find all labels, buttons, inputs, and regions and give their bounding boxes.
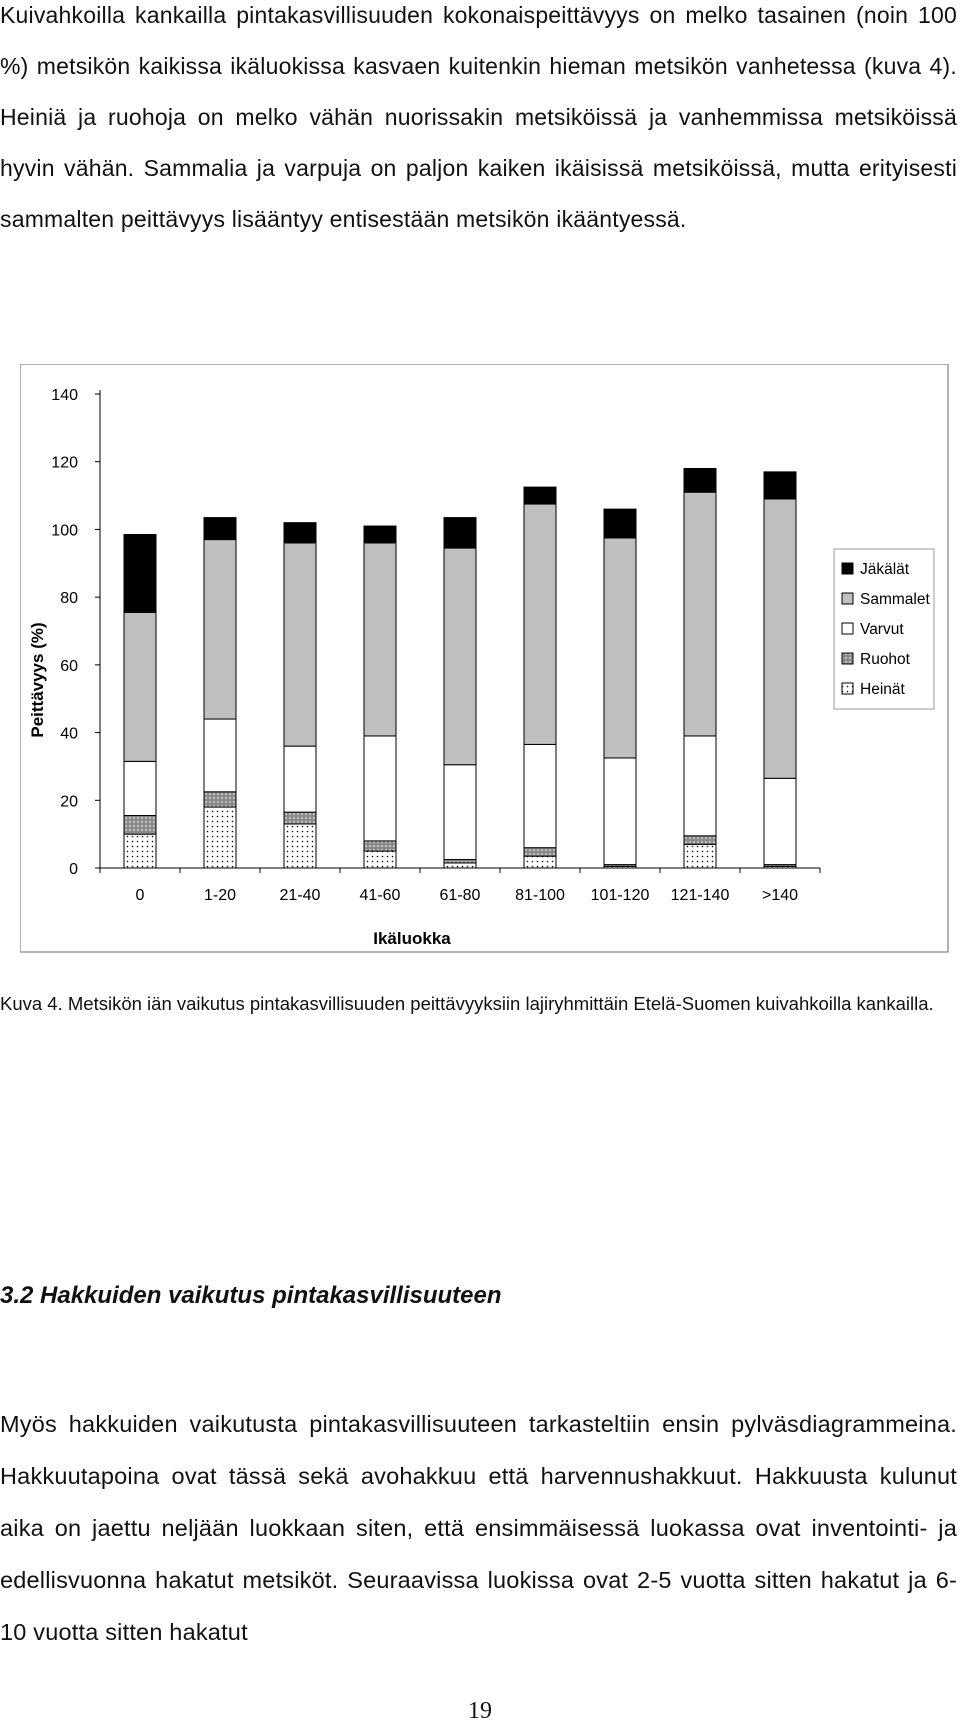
x-tick-label: 21-40 [279, 887, 321, 904]
y-tick-label: 20 [60, 793, 78, 811]
legend [834, 549, 934, 709]
bar-segment-jäkälät [124, 535, 156, 613]
x-tick-label: 121-140 [670, 887, 730, 904]
y-tick-label: 40 [60, 725, 78, 743]
bar-segment-jäkälät [604, 509, 636, 538]
legend-label: Heinät [860, 681, 905, 698]
bar-segment-ruohot [204, 792, 236, 807]
bar-segment-sammalet [684, 492, 716, 736]
bar-segment-varvut [764, 778, 796, 864]
intro-paragraph: Kuivahkoilla kankailla pintakasvillisuuden kokonaispeittävyys on melko tasainen (noin 100 %) metsikön kaikissa ikäluokissa kasvaen kuitenkin hieman metsikön vanhetessa (kuva 4). Heiniä ja ruohoja on melko vähän nuorissakin metsiköissä ja vanhemmissa metsiköissä hyvin vähän. Sammalia ja varpuja on paljon kaiken ikäisissä metsiköissä, mutta erityisesti sammalten peittävyys lisääntyy entisestään metsikön ikääntyessä. [0, 2, 957, 232]
page-number: 19 [468, 1698, 492, 1724]
legend-label: Jäkälät [860, 561, 910, 578]
bar-segment-varvut [524, 744, 556, 847]
x-tick-label: 81-100 [515, 887, 565, 904]
bar-segment-sammalet [604, 538, 636, 758]
y-axis-label: Peittävyys (%) [28, 622, 47, 738]
bar-segment-sammalet [124, 612, 156, 761]
bar-segment-ruohot [124, 816, 156, 835]
bar-segment-ruohot [444, 860, 476, 863]
legend-label: Sammalet [860, 591, 930, 608]
bar-segment-jäkälät [684, 468, 716, 492]
y-tick-label: 140 [51, 387, 78, 404]
bar-segment-ruohot [284, 812, 316, 824]
section-heading: 3.2 Hakkuiden vaikutus pintakasvillisuuteen [0, 1282, 502, 1309]
y-tick-label: 100 [51, 522, 78, 540]
bar-segment-varvut [684, 736, 716, 836]
bar-segment-sammalet [204, 540, 236, 719]
bar-segment-heinät [204, 807, 236, 868]
bar-segment-jäkälät [524, 487, 556, 504]
bar-segment-sammalet [524, 504, 556, 744]
bar-segment-jäkälät [764, 472, 796, 499]
x-tick-label: >140 [761, 887, 799, 904]
legend-label: Ruohot [860, 651, 910, 668]
x-tick-label: 61-80 [439, 887, 481, 904]
bar-segment-varvut [124, 761, 156, 815]
bar-segment-ruohot [524, 848, 556, 856]
chart-frame [20, 364, 948, 952]
stacked-bar-chart [20, 364, 950, 954]
bar-segment-sammalet [284, 543, 316, 746]
y-tick-label: 0 [69, 861, 78, 878]
x-tick-label: 0 [135, 887, 145, 904]
x-tick-label: 101-120 [590, 887, 650, 904]
y-tick-label: 80 [60, 590, 78, 608]
section-paragraph: Myös hakkuiden vaikutusta pintakasvillisuuteen tarkasteltiin ensin pylväsdiagrammeina. Hakkuutapoina ovat tässä sekä avohakkuu että harvennushakkuut. Hakkuusta kulunut aika on jaettu neljään luokkaan siten, että ensimmäisessä luokassa ovat inventointi- ja edellisvuonna hakatut metsiköt. Seuraavissa luokissa ovat 2-5 vuotta sitten hakatut ja 6-10 vuotta sitten hakatut [0, 1411, 957, 1645]
legend-swatch [842, 593, 853, 604]
bar-segment-heinät [284, 824, 316, 868]
x-tick-label: 1-20 [203, 887, 237, 904]
bar-segment-ruohot [364, 841, 396, 851]
bar-segment-jäkälät [284, 523, 316, 543]
y-tick-label: 60 [60, 657, 78, 675]
bar-segment-heinät [444, 863, 476, 868]
bar-segment-heinät [684, 844, 716, 868]
bar-segment-jäkälät [364, 526, 396, 543]
legend-swatch [842, 563, 853, 574]
legend-swatch [842, 623, 853, 634]
bar-segment-varvut [284, 746, 316, 812]
y-tick-label: 120 [51, 454, 78, 472]
figure-caption: Kuva 4. Metsikön iän vaikutus pintakasvillisuuden peittävyyksiin lajiryhmittäin Etelä-Suomen kuivahkoilla kankailla. [0, 993, 934, 1014]
legend-label: Varvut [860, 621, 904, 638]
bar-segment-varvut [444, 765, 476, 860]
legend-swatch [842, 653, 853, 664]
bar-segment-sammalet [764, 499, 796, 778]
bar-segment-jäkälät [444, 518, 476, 548]
bar-segment-ruohot [684, 836, 716, 844]
bar-segment-heinät [524, 856, 556, 868]
bar-segment-sammalet [444, 548, 476, 765]
bar-segment-jäkälät [204, 518, 236, 540]
bar-segment-varvut [364, 736, 396, 841]
legend-swatch [842, 683, 853, 694]
x-axis-label: Ikäluokka [373, 929, 451, 948]
bar-segment-varvut [604, 758, 636, 865]
bar-segment-varvut [204, 719, 236, 792]
x-tick-label: 41-60 [359, 887, 401, 904]
bar-segment-heinät [124, 834, 156, 868]
bar-segment-heinät [364, 851, 396, 868]
bar-segment-sammalet [364, 543, 396, 736]
